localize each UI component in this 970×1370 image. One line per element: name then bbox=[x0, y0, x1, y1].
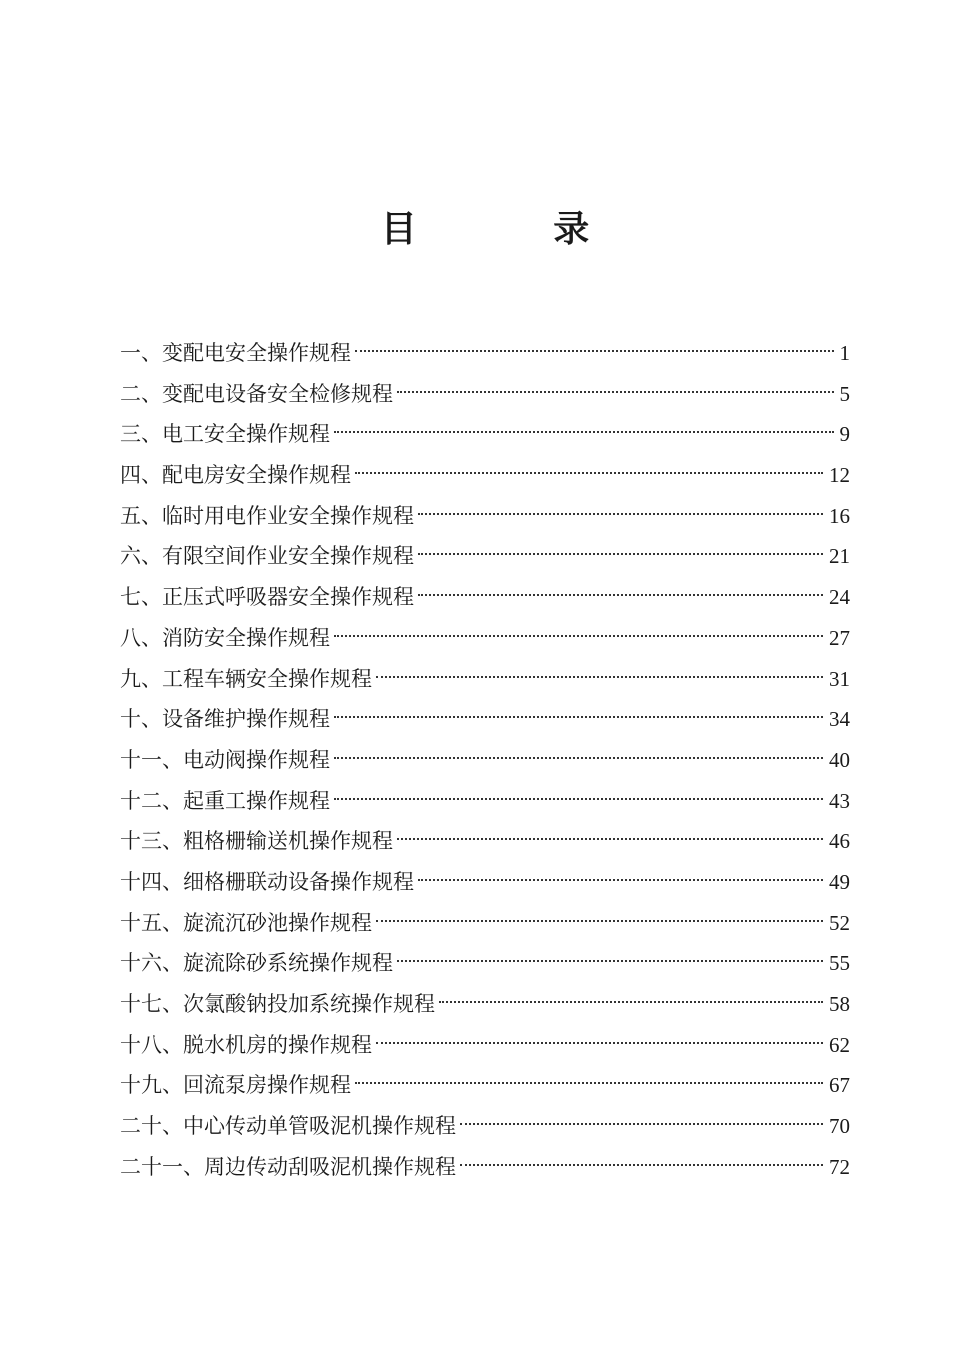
toc-entry-label: 二十、中心传动单管吸泥机操作规程 bbox=[120, 1114, 456, 1139]
toc-dot-leader bbox=[397, 960, 823, 962]
toc-dot-leader bbox=[376, 920, 823, 922]
toc-entry-page-number: 55 bbox=[829, 951, 850, 976]
toc-entry[interactable] bbox=[120, 903, 850, 944]
toc-list bbox=[120, 333, 850, 1187]
toc-entry-page-number: 70 bbox=[829, 1114, 850, 1139]
toc-entry[interactable] bbox=[120, 862, 850, 903]
toc-dot-leader bbox=[439, 1001, 823, 1003]
toc-dot-leader bbox=[418, 513, 823, 515]
toc-entry[interactable] bbox=[120, 577, 850, 618]
toc-dot-leader bbox=[418, 594, 823, 596]
toc-entry-label: 十四、细格栅联动设备操作规程 bbox=[120, 869, 414, 894]
toc-entry-page-number: 49 bbox=[829, 869, 850, 894]
toc-entry[interactable] bbox=[120, 1147, 850, 1188]
toc-entry-page-number: 62 bbox=[829, 1032, 850, 1057]
toc-entry-label: 四、配电房安全操作规程 bbox=[120, 463, 351, 488]
toc-entry-label: 十九、回流泵房操作规程 bbox=[120, 1073, 351, 1098]
toc-dot-leader bbox=[334, 716, 823, 718]
toc-entry-page-number: 52 bbox=[829, 910, 850, 935]
toc-entry[interactable] bbox=[120, 740, 850, 781]
toc-dot-leader bbox=[460, 1123, 823, 1125]
toc-entry-page-number: 43 bbox=[829, 788, 850, 813]
toc-dot-leader bbox=[334, 757, 823, 759]
toc-entry-label: 八、消防安全操作规程 bbox=[120, 625, 330, 650]
toc-entry-label: 十一、电动阀操作规程 bbox=[120, 747, 330, 772]
toc-entry[interactable] bbox=[120, 781, 850, 822]
toc-dot-leader bbox=[376, 1042, 823, 1044]
toc-entry-label: 九、工程车辆安全操作规程 bbox=[120, 666, 372, 691]
toc-entry[interactable] bbox=[120, 1065, 850, 1106]
toc-entry[interactable] bbox=[120, 455, 850, 496]
toc-entry-page-number: 12 bbox=[829, 463, 850, 488]
toc-dot-leader bbox=[355, 350, 834, 352]
toc-entry-label: 二、变配电设备安全检修规程 bbox=[120, 381, 393, 406]
toc-entry-label: 十五、旋流沉砂池操作规程 bbox=[120, 910, 372, 935]
toc-dot-leader bbox=[355, 1082, 823, 1084]
toc-entry-page-number: 1 bbox=[839, 341, 850, 365]
toc-title: 目 录 bbox=[380, 208, 652, 250]
toc-entry[interactable] bbox=[120, 414, 850, 455]
toc-entry-label: 十八、脱水机房的操作规程 bbox=[120, 1032, 372, 1057]
toc-entry-page-number: 24 bbox=[829, 585, 850, 610]
toc-entry[interactable] bbox=[120, 943, 850, 984]
toc-dot-leader bbox=[334, 431, 834, 433]
toc-entry[interactable] bbox=[120, 374, 850, 415]
toc-entry-label: 十六、旋流除砂系统操作规程 bbox=[120, 951, 393, 976]
toc-entry-page-number: 72 bbox=[829, 1154, 850, 1179]
toc-entry-page-number: 21 bbox=[829, 544, 850, 569]
toc-entry[interactable] bbox=[120, 821, 850, 862]
toc-entry-label: 六、有限空间作业安全操作规程 bbox=[120, 544, 414, 569]
toc-entry-page-number: 31 bbox=[829, 666, 850, 691]
toc-entry[interactable] bbox=[120, 618, 850, 659]
toc-entry[interactable] bbox=[120, 1106, 850, 1147]
toc-entry-page-number: 27 bbox=[829, 625, 850, 650]
toc-entry[interactable] bbox=[120, 699, 850, 740]
toc-entry-label: 十、设备维护操作规程 bbox=[120, 707, 330, 732]
toc-dot-leader bbox=[376, 676, 823, 678]
toc-dot-leader bbox=[460, 1164, 823, 1166]
toc-entry-label: 三、电工安全操作规程 bbox=[120, 422, 330, 447]
toc-entry-label: 十七、次氯酸钠投加系统操作规程 bbox=[120, 992, 435, 1016]
toc-entry[interactable] bbox=[120, 1025, 850, 1066]
toc-entry-page-number: 46 bbox=[829, 829, 850, 854]
toc-dot-leader bbox=[418, 879, 823, 881]
toc-entry[interactable] bbox=[120, 984, 850, 1025]
toc-entry-label: 二十一、周边传动刮吸泥机操作规程 bbox=[120, 1154, 456, 1179]
toc-entry[interactable] bbox=[120, 536, 850, 577]
toc-entry-label: 十二、起重工操作规程 bbox=[120, 788, 330, 813]
toc-dot-leader bbox=[334, 635, 823, 637]
toc-dot-leader bbox=[334, 798, 823, 800]
toc-entry-page-number: 34 bbox=[829, 707, 850, 732]
toc-dot-leader bbox=[397, 391, 834, 393]
toc-entry-label: 十三、粗格栅输送机操作规程 bbox=[120, 829, 393, 854]
toc-entry-label: 五、临时用电作业安全操作规程 bbox=[120, 503, 414, 528]
toc-dot-leader bbox=[418, 553, 823, 555]
toc-entry-page-number: 67 bbox=[829, 1073, 850, 1098]
toc-entry-page-number: 5 bbox=[839, 381, 850, 406]
toc-entry-label: 一、变配电安全操作规程 bbox=[120, 341, 351, 365]
toc-entry-page-number: 40 bbox=[829, 747, 850, 772]
toc-dot-leader bbox=[397, 838, 823, 840]
toc-entry-label: 七、正压式呼吸器安全操作规程 bbox=[120, 585, 414, 610]
toc-entry-page-number: 58 bbox=[829, 992, 850, 1016]
toc-entry-page-number: 16 bbox=[829, 503, 850, 528]
toc-entry[interactable] bbox=[120, 659, 850, 700]
toc-entry[interactable] bbox=[120, 496, 850, 537]
toc-entry[interactable] bbox=[120, 333, 850, 374]
toc-dot-leader bbox=[355, 472, 823, 474]
toc-entry-page-number: 9 bbox=[839, 422, 850, 447]
